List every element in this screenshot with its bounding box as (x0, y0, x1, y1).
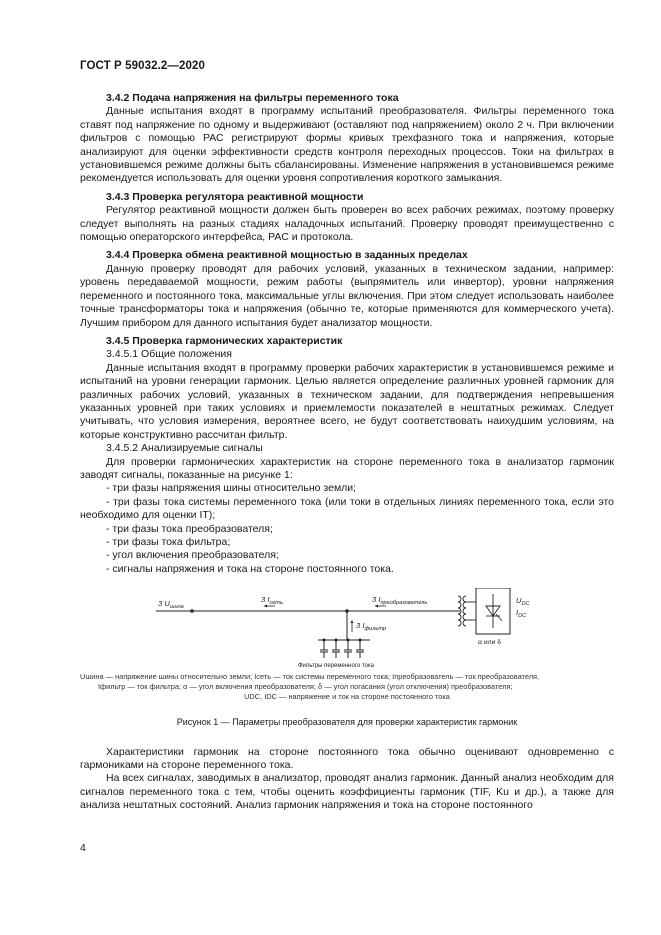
paragraph: Для проверки гармонических характеристик на стороне переменного тока в анализатор гармоник заводят сигналы, показанные на рисунке 1: (80, 455, 614, 481)
section-heading: 3.4.5 Проверка гармонических характеристик (106, 334, 343, 347)
paragraph-after-1: Характеристики гармоник на стороне постоянного тока обычно оценивают одновременно с гармониками на стороне переменного тока. (80, 745, 614, 772)
label-filters: Фильтры переменного тока (298, 663, 374, 669)
label-converter-current: 3 $I_{преобразователь}$ (372, 595, 428, 607)
label-bus-voltage: 3 $U_{шина}$ (158, 599, 184, 611)
converter-diagram (80, 588, 614, 668)
paragraph: Данную проверку проводят для рабочих условий, указанных в техническом задании, например: уровень передаваемой мощности, режим работы (выпрямитель или инвертор), уровни напряжения переменного и постоянного тока, максимальные углы включения. При этом следует использовать наиболее точные трансформаторы тока и напряжения (обычно те, которые применяются для коммерческого учета). Лучшим прибором для данного испытания будет анализатор мощности. (80, 262, 614, 329)
paragraph: Данные испытания входят в программу испытаний преобразователя. Фильтры переменного тока ставят под напряжение по одному и выдерживают (оставляют под напряжением) около 2 ч. При включении фильтров с помощью РАС регистрируют формы кривых трехфазного тока и напряжения, которые анализируют для оценки эффективности средств контроля переходных процессов. Токи на фильтрах в установившемся режиме должны быть сбалансированы. Изменение напряжения в установившемся режиме рекомендуется использовать для оценки уровня сопротивления короткого замыкания. (80, 105, 614, 185)
figure-legend (80, 672, 614, 702)
figure-caption: Рисунок 1 — Параметры преобразователя для проверки характеристик гармоник (176, 717, 518, 728)
label-angle: α или δ (478, 639, 502, 647)
list-item: - три фазы тока системы переменного тока (или токи в отдельных линиях переменного тока, если это необходимо для оценки IT); (80, 495, 614, 522)
text-blocks (80, 92, 614, 576)
label-filter-current: 3 $I_{фильтр}$ (356, 621, 387, 633)
legend-line-1: Uшина — напряжение шины относительно земли; Iсеть — ток системы переменного тока; Iпреобразователь — ток преобразователя, (80, 672, 540, 682)
document-body (80, 92, 614, 813)
list-item: - три фазы напряжения шины относительно земли; (106, 482, 357, 495)
bus-voltage-node (190, 609, 194, 613)
label-net-current: 3 $I_{сеть}$ (261, 595, 283, 607)
page-number: 4 (80, 842, 86, 854)
list-item: - три фазы тока преобразователя; (106, 522, 273, 535)
filter-current-arrowhead (351, 620, 354, 623)
label-idc: $I_{DC}$ (516, 608, 527, 620)
list-item: - три фазы тока фильтра; (106, 536, 231, 548)
standard-header: ГОСТ Р 59032.2—2020 (80, 60, 205, 72)
paragraph-after-2: На всех сигналах, заводимых в анализатор, проводят анализ гармоник. Данный анализ необходим для сигналов переменного тока с тем, чтобы оценить коэффициенты гармоник (TIF, Ku и др.), а также для анализа нештатных состояний. Анализ гармоник напряжения и тока на стороне постоянного (80, 772, 614, 812)
net-current-arrowhead (264, 605, 267, 608)
paragraph: 3.4.5.2 Анализируемые сигналы (106, 442, 263, 455)
figure-1 (80, 588, 614, 668)
transformer-icon (458, 596, 476, 626)
paragraph: Данные испытания входят в программу проверки рабочих характеристик в установившемся режиме и испытаний на уровни генерации гармоник. Целью является определение различных уровней гармоник для различных рабочих условий, указанных в техническом задании, для подтверждения непревышения указанных уровней при таких условиях и приемлемости показателей в нештатных режимах. Следует учитывать, что условия измерения, вероятнее всего, не будут соответствовать наихудшим условиям, на которые конструктивно рассчитан фильтр. (80, 361, 614, 441)
label-udc: $U_{DC}$ (516, 596, 530, 608)
section-heading: 3.4.3 Проверка регулятора реактивной мощности (106, 190, 364, 203)
section-heading: 3.4.4 Проверка обмена реактивной мощностью в заданных пределах (106, 249, 468, 262)
paragraph: 3.4.5.1 Общие положения (106, 348, 232, 361)
legend-line-3: UDC, IDC — напряжение и ток на стороне постоянного тока (244, 692, 450, 702)
list-item: - угол включения преобразователя; (106, 549, 279, 562)
list-item: - сигналы напряжения и тока на стороне постоянного тока. (106, 562, 394, 575)
section-heading: 3.4.2 Подача напряжения на фильтры переменного тока (106, 92, 399, 104)
filter-banks (320, 640, 364, 658)
legend-line-2: Iфильтр — ток фильтра; α — угол включения преобразователя; δ — угол погасания (угол отключения) преобразователя; (98, 682, 513, 692)
paragraph: Регулятор реактивной мощности должен быть проверен во всех рабочих режимах, поэтому проверку следует выполнять на разных стадиях наладочных испытаний. Проверку проводят преимущественно с помощью операторского интерфейса, РАС и протокола. (80, 204, 614, 244)
conv-current-arrowhead (375, 605, 378, 608)
